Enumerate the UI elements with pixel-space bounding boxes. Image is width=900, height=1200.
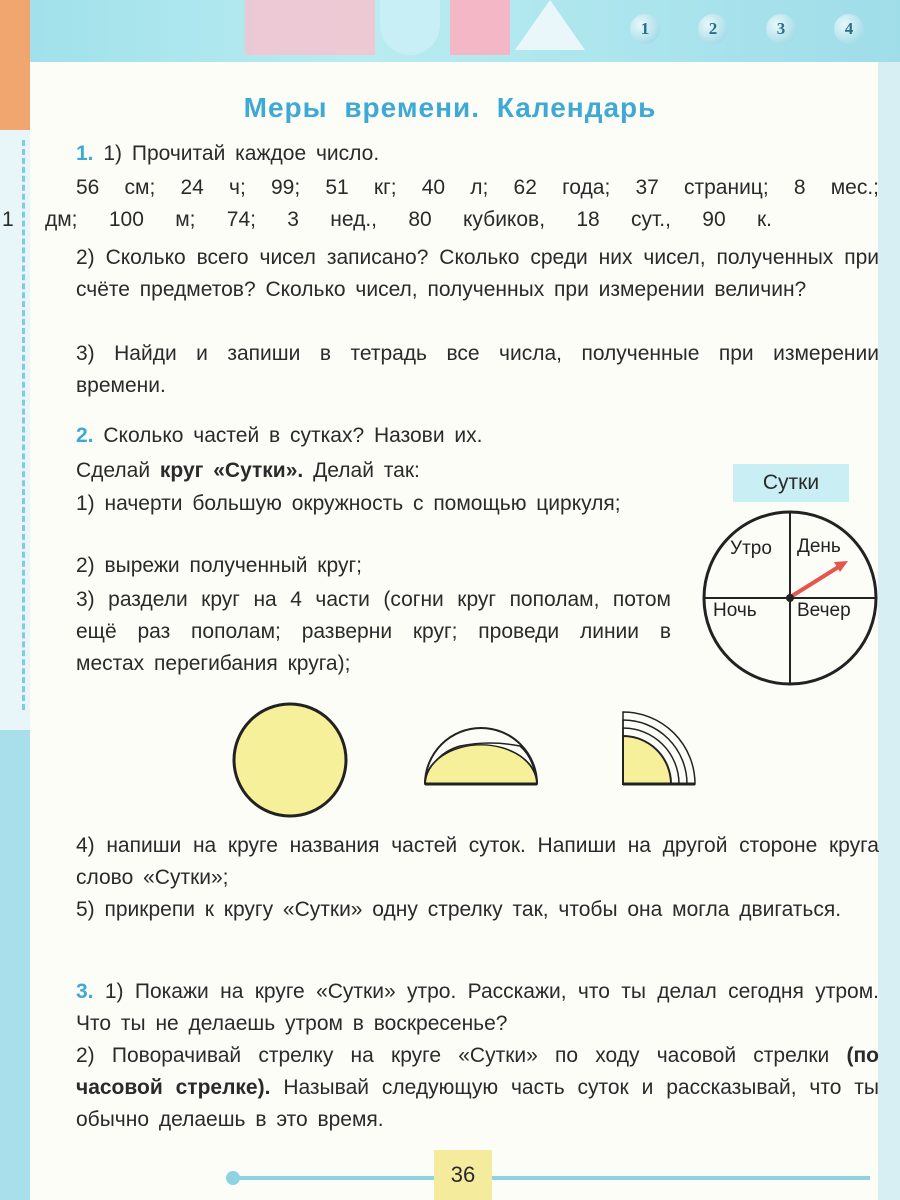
task3-question1-text: 1) Покажи на круге «Сутки» утро. Расскажи, что ты делал сегодня утром. Что ты не делаешь утром в воскресенье? — [76, 980, 879, 1035]
sutki-morning-label: Утро — [730, 538, 772, 559]
task1-question2: 2) Сколько всего чисел записано? Сколько среди них чисел, полученных при счёте предметов? Сколько чисел, полученных при измерении величин? — [76, 246, 879, 301]
task1-numbers-line1: 56 см; 24 ч; 99; 51 кг; 40 л; 62 года; 37 страниц; 8 мес.; — [76, 176, 879, 199]
task3-question2 — [76, 1040, 879, 1136]
task3-question1 — [76, 976, 879, 1040]
task2-question — [76, 420, 879, 452]
task1-instruction: 1) Прочитай каждое число. — [103, 142, 380, 165]
task2-intro — [76, 455, 676, 487]
footer-dot — [226, 1171, 240, 1185]
task2-intro-a: Сделай — [76, 459, 160, 482]
task2-step1: 1) начерти большую окружность с помощью циркуля; — [76, 492, 621, 515]
task3-q2-a: 2) Поворачивай стрелку на круге «Сутки» по ходу часовой стрелки — [76, 1044, 847, 1067]
badge-4: 4 — [834, 14, 864, 44]
badge-2: 2 — [698, 14, 728, 44]
task3-number: 3. — [76, 980, 94, 1003]
task2-question-text: Сколько частей в сутках? Назови их. — [103, 424, 483, 447]
half-circle-shape — [425, 745, 537, 784]
task2-step3: 3) раздели круг на 4 части (согни круг пополам, потом ещё раз пополам; разверни круг; проведи линии в местах перегибания круга); — [76, 588, 671, 675]
right-margin-strip — [878, 62, 900, 1200]
left-blue-strip — [0, 730, 30, 1200]
sutki-night-label: Ночь — [713, 600, 757, 621]
task1-number: 1. — [76, 142, 94, 165]
triangle-decor — [515, 0, 585, 50]
task3-q2-bold: (по часовой стрелке). — [76, 1044, 879, 1099]
footer-line — [230, 1176, 870, 1180]
task2-step2: 2) вырежи полученный круг; — [76, 554, 362, 577]
quarter-circle-shape — [623, 736, 671, 784]
task2-step5: 5) прикрепи к кругу «Сутки» одну стрелку так, чтобы она могла двигаться. — [76, 898, 842, 921]
sutki-center-dot — [786, 594, 794, 602]
task2-intro-b: Делай так: — [303, 459, 420, 482]
folding-illustration — [220, 700, 710, 820]
sutki-label: Сутки — [733, 464, 849, 502]
sutki-day-label: День — [797, 536, 841, 557]
badge-1: 1 — [630, 14, 660, 44]
pink-decor-block-2 — [450, 0, 510, 55]
section-badges — [630, 14, 864, 44]
task2-step4: 4) напиши на круге названия частей суток. Напиши на другой стороне круга слово «Сутки»; — [76, 834, 879, 889]
task3-q2-b: Называй следующую часть суток и рассказывай, что ты обычно делаешь в это время. — [76, 1076, 879, 1131]
task1-line1 — [76, 138, 879, 170]
full-circle-shape — [234, 704, 346, 816]
task2-number: 2. — [76, 424, 94, 447]
page-title: Меры времени. Календарь — [243, 92, 657, 123]
task2-intro-bold: круг «Сутки». — [159, 459, 304, 482]
task1-numbers-line2: 1 дм; 100 м; 74; 3 нед., 80 кубиков, 18 сут., 90 к. — [2, 208, 772, 231]
pink-decor-block — [245, 0, 375, 55]
sutki-evening-label: Вечер — [797, 600, 851, 621]
page-number: 36 — [434, 1150, 492, 1200]
badge-3: 3 — [766, 14, 796, 44]
task1-question3: 3) Найди и запиши в тетрадь все числа, полученные при измерении времени. — [76, 342, 879, 397]
sutki-arrow — [792, 566, 840, 596]
